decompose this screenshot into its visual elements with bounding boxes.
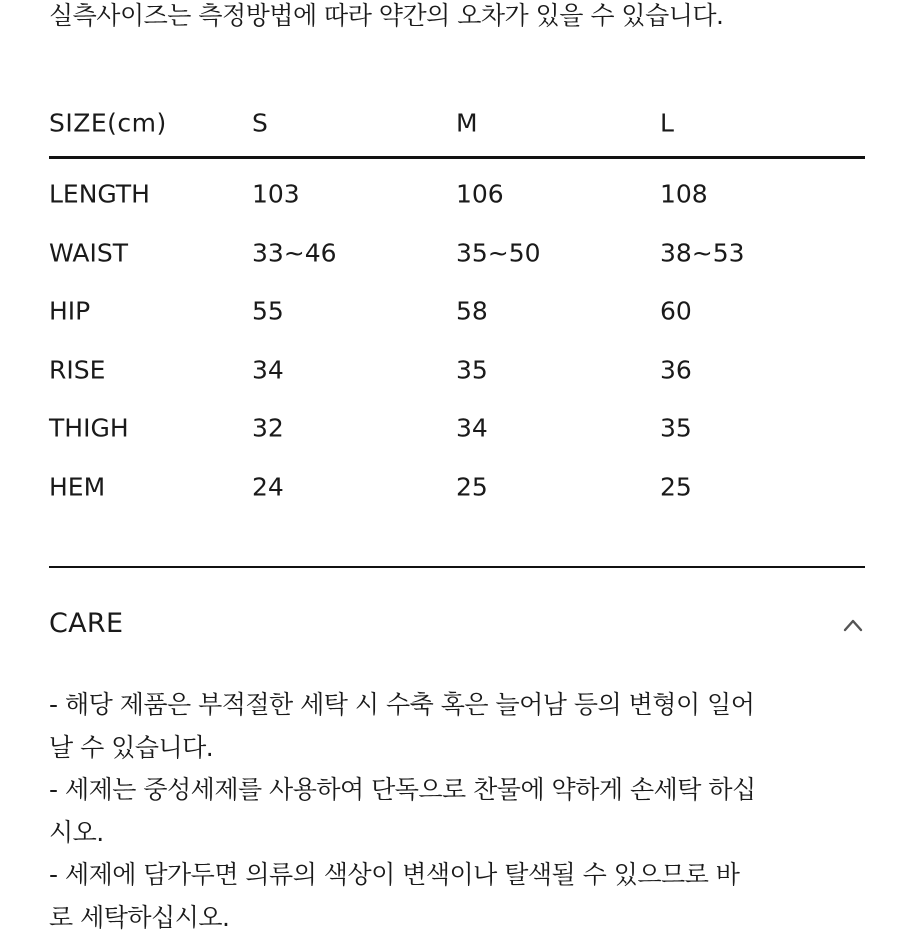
care-text-line: - 세제에 담가두면 의류의 색상이 변색이나 탈색될 수 있으므로 바 bbox=[49, 854, 865, 897]
table-cell: 24 bbox=[252, 472, 284, 501]
row-label: WAIST bbox=[49, 238, 128, 267]
table-row bbox=[49, 165, 865, 224]
table-cell: 55 bbox=[252, 297, 284, 326]
table-header-divider bbox=[49, 156, 865, 159]
care-text-line: - 세제는 중성세제를 사용하여 단독으로 찬물에 약하게 손세탁 하십 bbox=[49, 769, 865, 812]
table-header-cell: M bbox=[456, 109, 478, 138]
care-section-title: CARE bbox=[49, 608, 123, 639]
table-cell: 34 bbox=[252, 355, 284, 384]
care-text-line: 로 세탁하십시오. bbox=[49, 897, 865, 939]
table-cell: 35~50 bbox=[456, 238, 541, 267]
table-cell: 35 bbox=[456, 355, 488, 384]
table-header-cell: L bbox=[660, 109, 674, 138]
table-header-cell: SIZE(cm) bbox=[49, 109, 167, 138]
table-row bbox=[49, 399, 865, 458]
table-cell: 103 bbox=[252, 180, 300, 209]
chevron-up-icon[interactable] bbox=[843, 618, 863, 632]
care-text-line: - 해당 제품은 부적절한 세탁 시 수축 혹은 늘어남 등의 변형이 일어 bbox=[49, 684, 865, 727]
table-cell: 58 bbox=[456, 297, 488, 326]
row-label: LENGTH bbox=[49, 180, 150, 209]
table-cell: 36 bbox=[660, 355, 692, 384]
table-cell: 34 bbox=[456, 414, 488, 443]
care-text-line: 시오. bbox=[49, 812, 865, 855]
measurement-notice: 실측사이즈는 측정방법에 따라 약간의 오차가 있을 수 있습니다. bbox=[49, 0, 723, 34]
table-cell: 60 bbox=[660, 297, 692, 326]
table-cell: 33~46 bbox=[252, 238, 337, 267]
section-divider bbox=[49, 566, 865, 568]
care-text-line: 날 수 있습니다. bbox=[49, 727, 865, 770]
table-cell: 106 bbox=[456, 180, 504, 209]
table-body bbox=[49, 165, 865, 516]
table-header-cell: S bbox=[252, 109, 268, 138]
row-label: RISE bbox=[49, 355, 105, 384]
care-instructions bbox=[49, 684, 865, 939]
table-row bbox=[49, 341, 865, 400]
row-label: HIP bbox=[49, 297, 90, 326]
table-cell: 38~53 bbox=[660, 238, 745, 267]
table-cell: 35 bbox=[660, 414, 692, 443]
table-cell: 32 bbox=[252, 414, 284, 443]
table-cell: 108 bbox=[660, 180, 708, 209]
row-label: THIGH bbox=[49, 414, 129, 443]
table-row bbox=[49, 458, 865, 517]
table-cell: 25 bbox=[660, 472, 692, 501]
table-row bbox=[49, 224, 865, 283]
table-cell: 25 bbox=[456, 472, 488, 501]
table-header-row bbox=[49, 100, 865, 146]
size-table bbox=[49, 100, 865, 516]
row-label: HEM bbox=[49, 472, 105, 501]
care-accordion-toggle[interactable] bbox=[49, 600, 865, 652]
table-row bbox=[49, 282, 865, 341]
